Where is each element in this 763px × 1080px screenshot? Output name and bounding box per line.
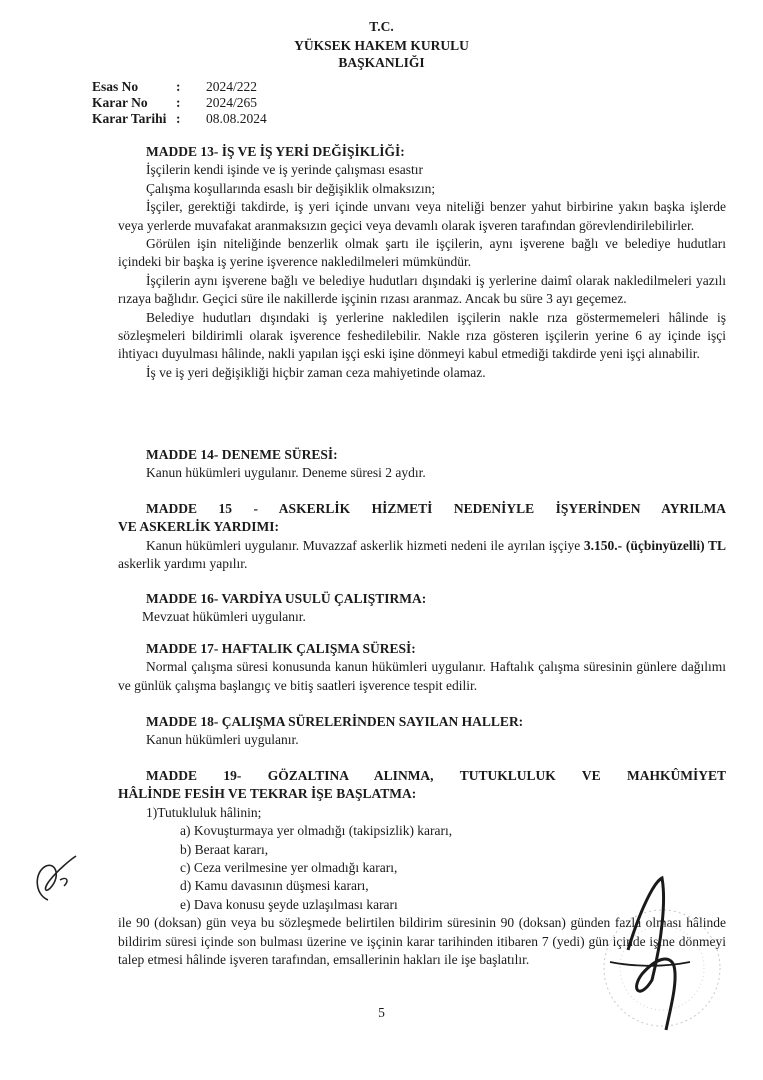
article-19-tail: ile 90 (doksan) gün veya bu sözleşmede belirtilen bildirim süresinin 90 (doksan) günden fazla olması hâlinde bildirim süresi içinde son bulması üzerine ve işçinin karar tarihinden itibaren 7 (yedi) gün içinde işine dönmeyi talep etmesi hâlinde işveren tarafından, emsallerinin hakları ile işe başlatılır. bbox=[118, 915, 726, 968]
article-15-text-a: Kanun hükümleri uygulanır. Muvazzaf askerlik hizmeti nedeni ile ayrılan işçiye bbox=[146, 537, 584, 553]
article-16-text: Mevzuat hükümleri uygulanır. bbox=[142, 609, 306, 625]
article-13-line-1: İşçilerin kendi işinde ve iş yerinde çalışması esastır bbox=[146, 162, 424, 178]
page-number: 5 bbox=[378, 1005, 385, 1020]
article-17-text: Normal çalışma süresi konusunda kanun hükümleri uygulanır. Haftalık çalışma süresinin günlere dağılımı ve günlük çalışma başlangıç ve bitiş saatleri işverence tespit edilir. bbox=[118, 659, 726, 693]
article-15-text bbox=[118, 537, 726, 574]
case-meta bbox=[92, 79, 267, 127]
meta-value: 2024/265 bbox=[206, 95, 258, 110]
meta-colon: : bbox=[176, 111, 181, 126]
article-14 bbox=[118, 446, 726, 483]
signature-stamp bbox=[570, 870, 730, 1040]
article-16 bbox=[118, 590, 726, 627]
list-item: a) Kovuşturmaya yer olmadığı (takipsizlik) kararı, bbox=[180, 823, 453, 839]
meta-label: Karar Tarihi bbox=[92, 111, 167, 126]
article-15-amount-words: (üçbinyüzelli) TL bbox=[625, 537, 726, 553]
list-item: b) Beraat kararı, bbox=[180, 841, 269, 857]
meta-label: Karar No bbox=[92, 95, 148, 110]
article-13-title: MADDE 13- İŞ VE İŞ YERİ DEĞİŞİKLİĞİ: bbox=[146, 144, 405, 159]
article-15 bbox=[118, 500, 726, 574]
article-13-para-4: Belediye hudutları dışındaki iş yerlerine nakledilen işçilerin nakle rıza göstermemeleri hâlinde iş sözleşmeleri bildirimli olarak işverence feshedilebilir. Nakle rıza gösteren işçilerin yerine 6 ay içinde işçi ihtiyacı duyulması hâlinde, nakli yapılan işçi eski işine dönmeyi kabul etmediği takdirde yeni işçi alınabilir. bbox=[118, 309, 726, 362]
list-item: c) Ceza verilmesine yer olmadığı kararı, bbox=[180, 860, 398, 876]
article-18 bbox=[118, 713, 726, 750]
article-19-title-line-2: HÂLİNDE FESİH VE TEKRAR İŞE BAŞLATMA: bbox=[118, 786, 417, 802]
article-16-title: MADDE 16- VARDİYA USULÜ ÇALIŞTIRMA: bbox=[146, 591, 427, 606]
meta-row-tarih bbox=[92, 111, 267, 127]
article-15-title-line-1: MADDE 15 - ASKERLİK HİZMETİ NEDENİYLE İŞYERİNDEN AYRILMA bbox=[146, 501, 726, 516]
article-14-title: MADDE 14- DENEME SÜRESİ: bbox=[146, 447, 338, 462]
meta-label: Esas No bbox=[92, 79, 139, 94]
meta-row-esas bbox=[92, 79, 267, 95]
handwritten-initials bbox=[28, 850, 88, 910]
article-13-line-2: Çalışma koşullarında esaslı bir değişiklik olmaksızın; bbox=[146, 180, 436, 196]
meta-value: 08.08.2024 bbox=[206, 111, 267, 126]
header-tc: T.C. bbox=[369, 19, 394, 34]
header-department: BAŞKANLIĞI bbox=[338, 55, 425, 70]
article-17 bbox=[118, 640, 726, 695]
list-item: d) Kamu davasının düşmesi kararı, bbox=[180, 878, 369, 894]
header-institution: YÜKSEK HAKEM KURULU bbox=[294, 38, 469, 53]
article-17-title: MADDE 17- HAFTALIK ÇALIŞMA SÜRESİ: bbox=[146, 641, 416, 656]
article-18-text: Kanun hükümleri uygulanır. bbox=[146, 732, 299, 748]
article-19-intro: 1)Tutukluluk hâlinin; bbox=[146, 804, 262, 820]
article-13-para-1: İşçiler, gerektiği takdirde, iş yeri içinde unvanı veya niteliği benzer yahut birbirine yakın başka işlerde veya yerlerde muvafakat aranmaksızın geçici veya devamlı olarak işveren tarafından görevlendirilebilirler. bbox=[118, 199, 726, 233]
meta-colon: : bbox=[176, 95, 181, 110]
article-14-text: Kanun hükümleri uygulanır. Deneme süresi 2 aydır. bbox=[146, 465, 426, 481]
article-13 bbox=[118, 143, 726, 382]
article-13-para-3: İşçilerin aynı işverene bağlı ve belediye hudutları dışındaki iş yerlerine daimî olarak nakledilmeleri yazılı rızaya bağlıdır. Geçici süre ile nakillerde işçinin rızası aranmaz. Ancak bu süre 3 ayı geçemez. bbox=[118, 272, 726, 307]
list-item: e) Dava konusu şeyde uzlaşılması kararı bbox=[180, 896, 398, 912]
meta-value: 2024/222 bbox=[206, 79, 258, 94]
article-15-text-b: askerlik yardımı yapılır. bbox=[118, 556, 248, 572]
article-15-title-line-2: VE ASKERLİK YARDIMI: bbox=[118, 519, 280, 535]
article-13-para-2: Görülen işin niteliğinde benzerlik olmak şartı ile işçilerin, aynı işverene bağlı ve belediye hudutları içindeki bir başka iş yerine işverence nakledilmeleri mümkündür. bbox=[118, 236, 726, 270]
meta-colon: : bbox=[176, 79, 181, 94]
article-15-amount: 3.150.- bbox=[583, 537, 623, 553]
article-18-title: MADDE 18- ÇALIŞMA SÜRELERİNDEN SAYILAN HALLER: bbox=[146, 714, 524, 729]
article-19-title-line-1: MADDE 19- GÖZALTINA ALINMA, TUTUKLULUK VE MAHKÛMİYET bbox=[146, 768, 726, 783]
article-13-para-5: İş ve iş yeri değişikliği hiçbir zaman ceza mahiyetinde olamaz. bbox=[146, 364, 486, 380]
meta-row-karar bbox=[92, 95, 267, 111]
